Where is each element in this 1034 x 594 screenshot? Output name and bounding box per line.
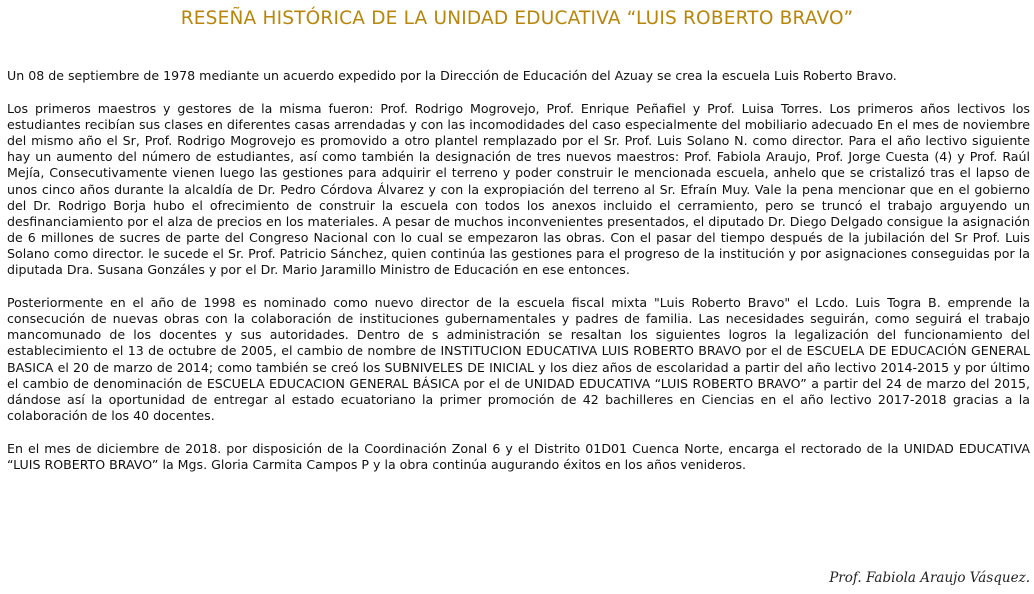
- paragraph-founding: Un 08 de septiembre de 1978 mediante un acuerdo expedido por la Dirección de Educación del Azuay se crea la escuela Luis Roberto Bravo.: [7, 68, 897, 83]
- page-title: RESEÑA HISTÓRICA DE LA UNIDAD EDUCATIVA “LUIS ROBERTO BRAVO”: [180, 8, 854, 29]
- paragraph-first-teachers: Los primeros maestros y gestores de la misma fueron: Prof. Rodrigo Mogrovejo, Prof. Enrique Peñafiel y Prof. Luisa Torres. Los primeros años lectivos los estudiantes recibían sus clases en diferentes casas arrendadas y con las incomodidades del caso especialmente del mobiliario adecuado En el mes de noviembre del mismo año el Sr, Prof. Rodrigo Mogrovejo es promovido a otro plantel remplazado por el Sr. Prof. Luis Solano N. como director. Para el año lectivo siguiente hay un aumento del número de estudiantes, así como también la designación de tres nuevos maestros: Prof. Fabiola Araujo, Prof. Jorge Cuesta (4) y Prof. Raúl Mejía, Consecutivamente vienen luego las gestiones para adquirir el terreno y poder construir le mencionada escuela, anhelo que se cristalizó tras el lapso de unos cinco años durante la alcaldía de Dr. Pedro Córdova Álvarez y con la expropiación del terreno al Sr. Efraín Muy. Vale la pena mencionar que en el gobierno del Dr. Rodrigo Borja hubo el ofrecimiento de construir la escuela con todos los anexos incluido el cerramiento, pero se truncó el trabajo arguyendo un desfinanciamiento por el alza de precios en los materiales. A pesar de muchos inconvenientes presentados, el diputado Dr. Diego Delgado consigue la asignación de 6 millones de sucres de parte del Congreso Nacional con lo cual se empezaron las obras. Con el pasar del tiempo después de la jubilación del Sr Prof. Luis Solano como director. le sucede el Sr. Prof. Patricio Sánchez, quien continúa las gestiones para el progreso de la institución y por asignaciones conseguidas por la diputada Dra. Susana Gonzáles y por el Dr. Mario Jaramillo Ministro de Educación en ese entonces.: [7, 101, 1030, 278]
- paragraph-current-rector: En el mes de diciembre de 2018. por disposición de la Coordinación Zonal 6 y el Distrito 01D01 Cuenca Norte, encarga el rectorado de la UNIDAD EDUCATIVA “LUIS ROBERTO BRAVO” la Mgs. Gloria Carmita Campos P y la obra continúa augurando éxitos en los años venideros.: [7, 440, 1030, 472]
- author-signature: Prof. Fabiola Araujo Vásquez.: [829, 570, 1030, 586]
- document-body: [7, 68, 1030, 473]
- paragraph-later-administration: Posteriormente en el año de 1998 es nominado como nuevo director de la escuela fiscal mixta "Luis Roberto Bravo" el Lcdo. Luis Togra B. emprende la consecución de nuevas obras con la colaboración de instituciones gubernamentales y padres de familia. Las necesidades seguirán, como seguirá el trabajo mancomunado de los docentes y sus autoridades. Dentro de s administración se resaltan los siguientes logros la legalización del funcionamiento del establecimiento el 13 de octubre de 2005, el cambio de nombre de INSTITUCION EDUCATIVA LUIS ROBERTO BRAVO por el de ESCUELA DE EDUCACIÓN GENERAL BASICA el 20 de marzo de 2014; como también se creó los SUBNIVELES DE INICIAL y los diez años de escolaridad a partir del año lectivo 2014-2015 y por último el cambio de denominación de ESCUELA EDUCACION GENERAL BÁSICA por el de UNIDAD EDUCATIVA “LUIS ROBERTO BRAVO” a partir del 24 de marzo del 2015, dándose así la oportunidad de entregar al estado ecuatoriano la primer promoción de 42 bachilleres en Ciencias en el año lectivo 2017-2018 gracias a la colaboración de los 40 docentes.: [7, 295, 1030, 423]
